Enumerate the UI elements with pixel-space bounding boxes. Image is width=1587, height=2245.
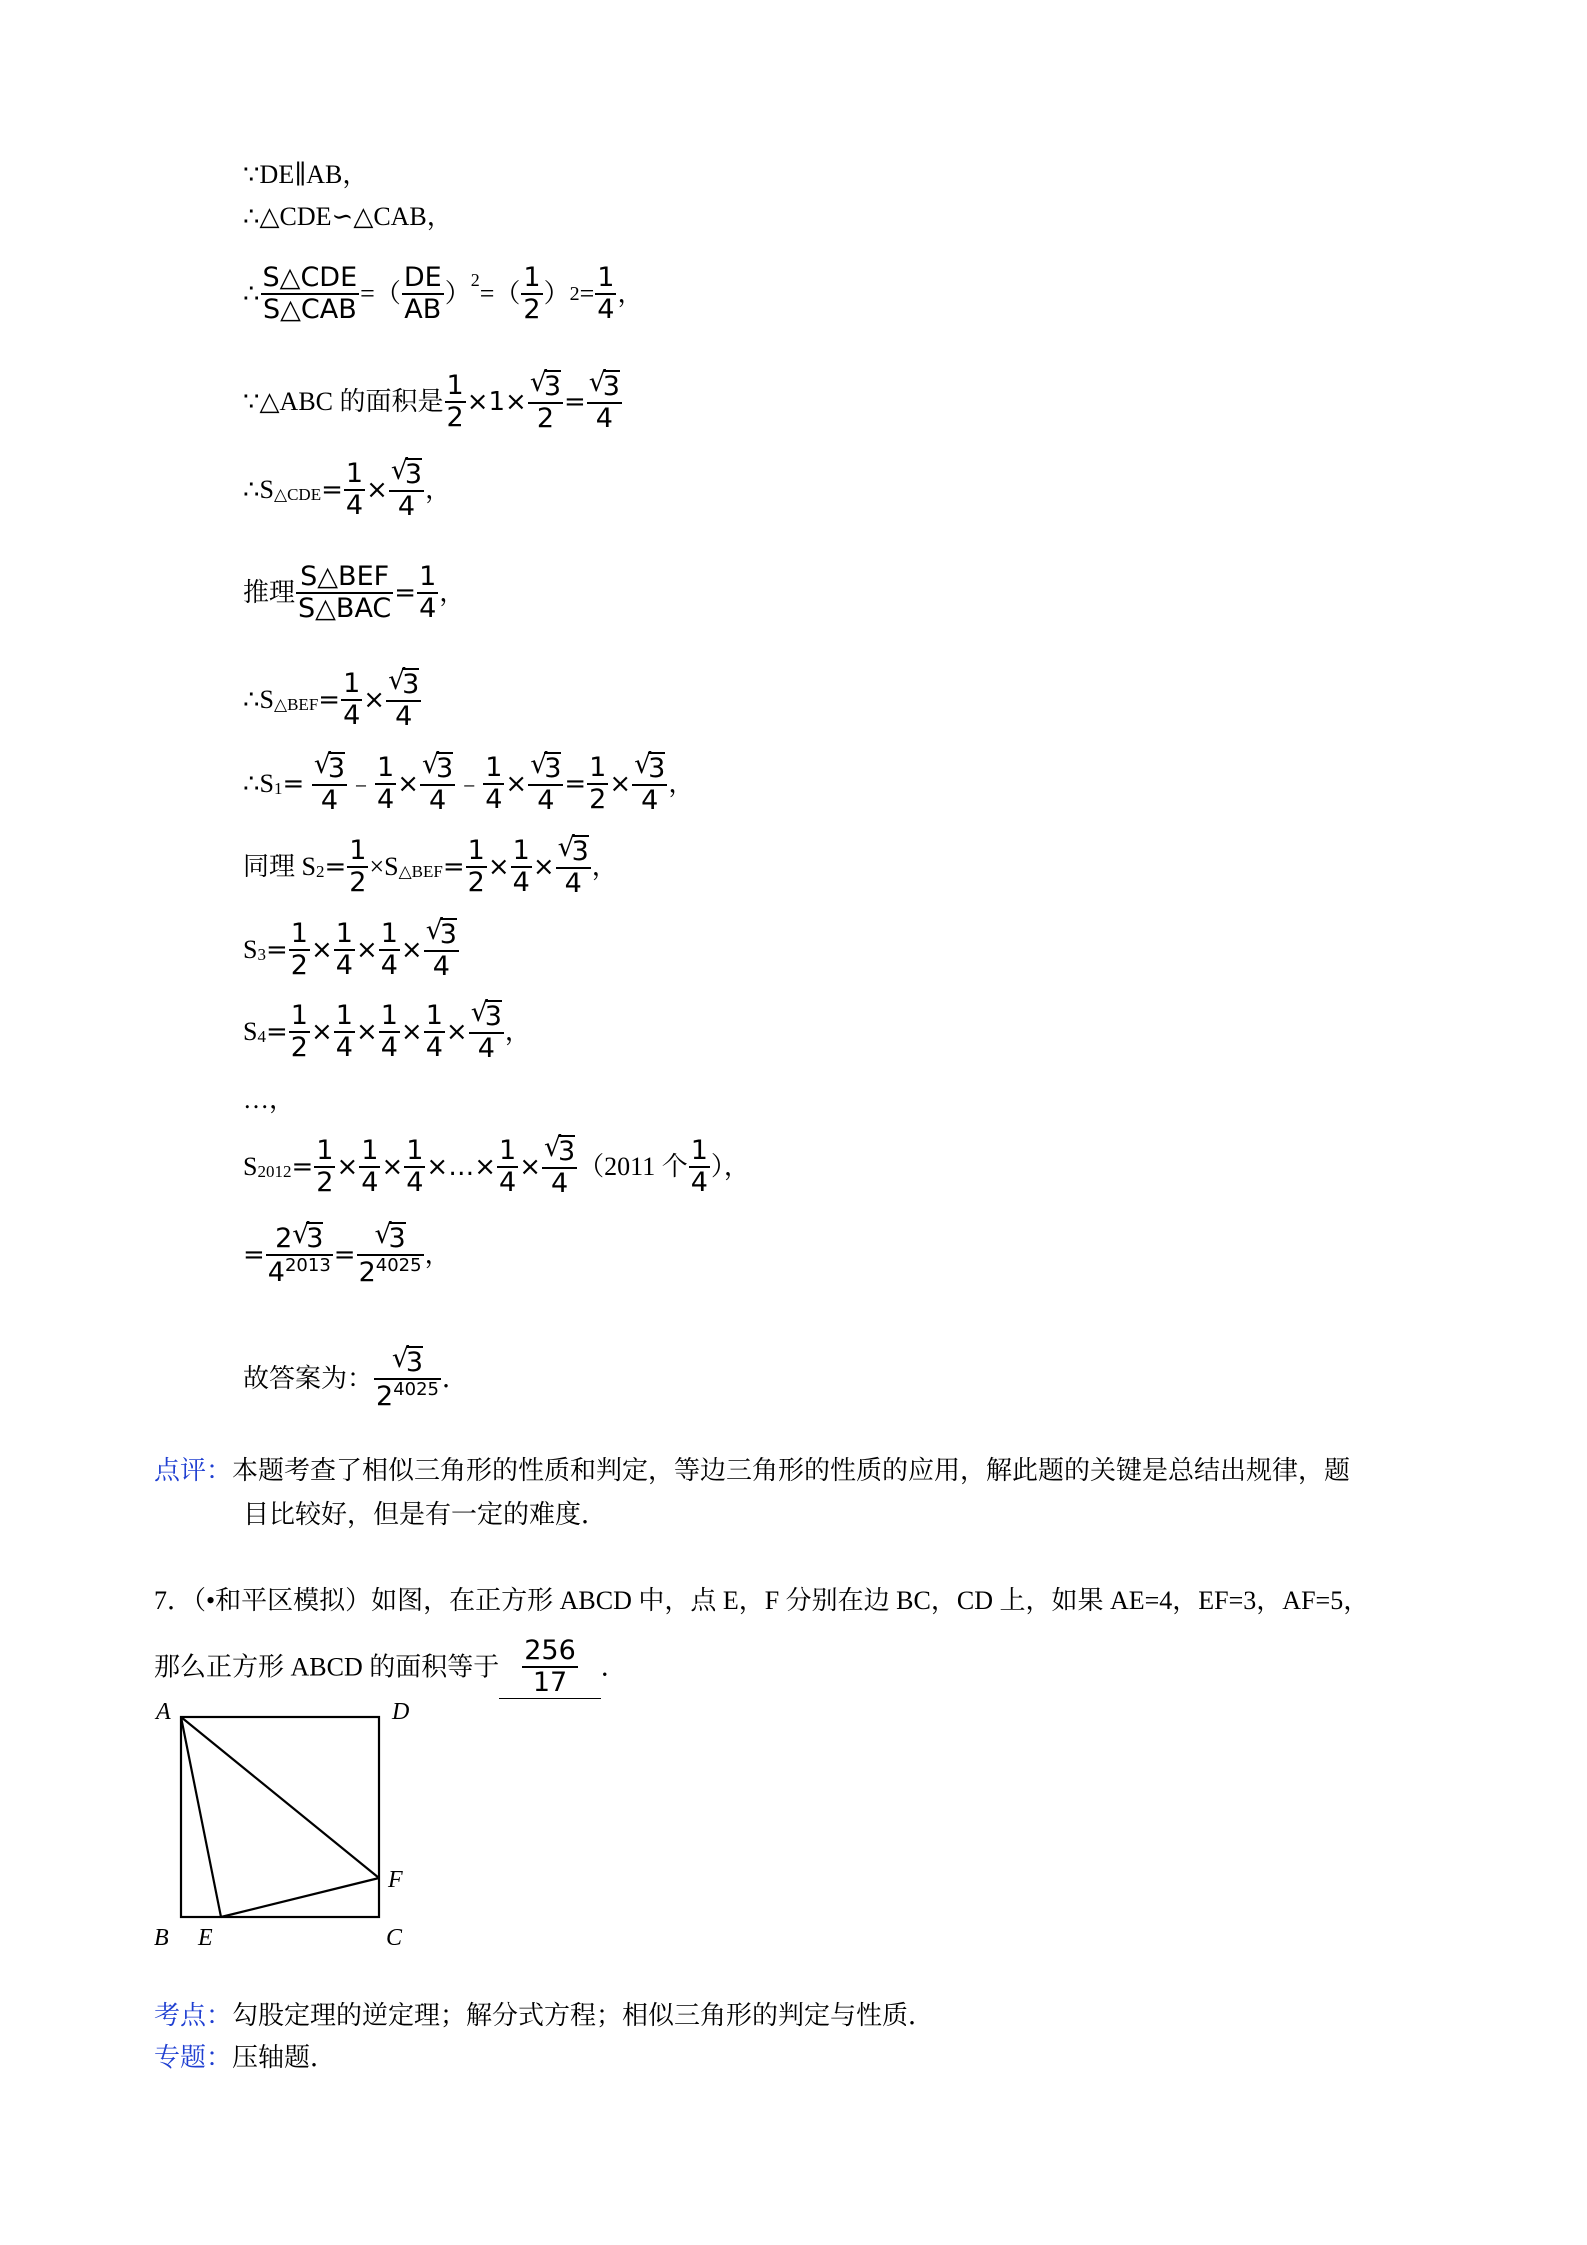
fraction: $\frac{1}{4}$ xyxy=(343,668,361,732)
fraction: √ $\frac{3}{4}$ xyxy=(528,752,563,816)
line-s-cde: $\therefore S_{\triangle CDE}=$ $\frac{1}{4}$ × √ $\frac{3}{4}$ ， xyxy=(243,458,451,522)
fraction: $\frac{1}{4}$ xyxy=(380,1000,398,1064)
answer-fraction: $\frac{256}{17}$ xyxy=(524,1635,576,1699)
line-final-answer: 故答案为： √ $\frac{3}{2^{4025}}$ ． xyxy=(243,1346,468,1412)
fraction-s-cde-over-s-cab: $\frac{\text{S△CDE}}{\text{S△CAB}}$ xyxy=(262,262,358,326)
label-a: A xyxy=(156,1699,171,1725)
fraction: $\frac{1}{2}$ xyxy=(290,1000,308,1064)
fraction: √ $\frac{3}{4}$ xyxy=(389,458,424,522)
segment-af xyxy=(181,1717,379,1878)
fraction: √ $\frac{3}{4}$ xyxy=(386,668,421,732)
line-de-parallel-ab: ∵DE∥AB， xyxy=(243,160,369,190)
fraction-one-half: $\frac{1}{2}$ xyxy=(523,262,541,326)
fraction: √ $\frac{3}{2^{4025}}$ xyxy=(357,1222,424,1288)
fraction: $\frac{1}{2}$ xyxy=(316,1135,334,1199)
line-s1: $\therefore S_1=$ √ $\frac{3}{4}$ ﹣ $\frac{1}{4}$ × √ $\frac{3}{4}$ ﹣ $\frac{1}{4}$ × √ $\frac{3}{4}$ = $\frac{1}{2}$ × √ $\frac{3}{4}$ ， xyxy=(243,752,694,816)
key-point-line: 考点：勾股定理的逆定理；解分式方程；相似三角形的判定与性质． xyxy=(154,2001,935,2030)
fraction: √ $\frac{3}{4}$ xyxy=(587,370,622,434)
fraction: $\frac{1}{4}$ xyxy=(512,835,530,899)
fraction: √ $\frac{3}{2}$ xyxy=(528,370,563,434)
fraction: $\frac{1}{4}$ xyxy=(485,752,503,816)
line-s4: $S_4=$ $\frac{1}{2}$ × $\frac{1}{4}$ × $\frac{1}{4}$ × $\frac{1}{4}$ × √ $\frac{3}{4}$ ， xyxy=(243,1000,531,1064)
fraction: $\frac{1}{2}$ xyxy=(467,835,485,899)
fraction: $\frac{1}{2}$ xyxy=(446,370,464,434)
fraction: √ $\frac{3}{4}$ xyxy=(424,918,459,982)
label-b: B xyxy=(154,1925,169,1951)
fraction: $\frac{1}{4}$ xyxy=(380,918,398,982)
fraction: √ $\frac{3}{4}$ xyxy=(469,1000,504,1064)
fraction: $\frac{1}{4}$ xyxy=(345,458,364,522)
fraction: $\frac{1}{4}$ xyxy=(361,1135,379,1199)
fraction: $\frac{1}{4}$ xyxy=(690,1135,708,1199)
topic-line: 专题：压轴题． xyxy=(154,2043,337,2072)
fraction: √ $\frac{3}{4}$ xyxy=(420,752,455,816)
line-area-abc: ∵△ABC 的面积是 $\frac{1}{2}$ ×1× √ $\frac{3}{2}$ = √ $\frac{3}{4}$ xyxy=(243,370,623,434)
segment-ef xyxy=(221,1878,379,1917)
line-s-bef: $\therefore S_{\triangle BEF}=$ $\frac{1}{4}$ × √ $\frac{3}{4}$ xyxy=(243,668,422,732)
fraction: $\frac{\text{S△BEF}}{\text{S△BAC}}$ xyxy=(298,561,392,625)
fraction: $\frac{1}{2}$ xyxy=(589,752,607,816)
line-s2012: $S_{2012}=$ $\frac{1}{2}$ × $\frac{1}{4}$ × $\frac{1}{4}$ ×…× $\frac{1}{4}$ × √ $\frac{3}{4}$ （2011 个 $\frac{1}{4}$ ）， xyxy=(243,1135,750,1199)
fraction: $\frac{1}{4}$ xyxy=(335,918,353,982)
line-s2: 同理 $S_2=$ $\frac{1}{2}$ $\times S_{\triangle BEF}=$ $\frac{1}{2}$ × $\frac{1}{4}$ × √ $\frac{3}{4}$ ， xyxy=(243,835,618,899)
label-f: F xyxy=(388,1867,403,1893)
key-point-label: 考点： xyxy=(154,2001,233,2030)
fraction: $\frac{1}{4}$ xyxy=(499,1135,517,1199)
line-simplify: = $\frac{2√ 3}{4^{2013}}$ = √ $\frac{3}{2^{4025}}$ ， xyxy=(243,1222,451,1288)
fraction: √ $\frac{3}{4}$ xyxy=(542,1135,577,1199)
line-reasoning-bef: 推理 $\frac{\text{S△BEF}}{\text{S△BAC}}$ = $\frac{1}{4}$ ， xyxy=(243,561,466,625)
fraction: $\frac{1}{4}$ xyxy=(406,1135,424,1199)
label-e: E xyxy=(198,1925,213,1951)
fraction-de-over-ab: $\frac{DE}{AB}$ xyxy=(403,262,442,326)
segment-ae xyxy=(181,1717,221,1917)
line-similar-triangles: ∴△CDE∽△CAB， xyxy=(243,202,453,232)
answer-blank xyxy=(499,1636,601,1699)
square-abcd-figure xyxy=(140,1695,440,1965)
fraction: $\frac{1}{4}$ xyxy=(377,752,395,816)
fraction: √ $\frac{3}{4}$ xyxy=(556,835,591,899)
square-abcd xyxy=(181,1717,379,1917)
fraction: √ $\frac{3}{4}$ xyxy=(632,752,667,816)
fraction: √ $\frac{3}{2^{4025}}$ xyxy=(374,1346,441,1412)
fraction: $\frac{1}{4}$ xyxy=(335,1000,353,1064)
fraction: $\frac{1}{4}$ xyxy=(425,1000,443,1064)
line-area-ratio: ∴ $\frac{\text{S△CDE}}{\text{S△CAB}}$ =（ $\frac{DE}{AB}$ ）$^2$=（ $\frac{1}{2}$ ）2= $\frac{1}{4}$ ， xyxy=(243,262,644,326)
fraction: √ $\frac{3}{4}$ xyxy=(312,752,347,816)
question-7-line-1: 7．（•和平区模拟）如图，在正方形 ABCD 中，点 E，F 分别在边 BC，CD 上，如果 AE=4，EF=3，AF=5， xyxy=(154,1586,1370,1615)
topic-label: 专题： xyxy=(154,2043,233,2072)
comment-line-1: 点评：本题考查了相似三角形的性质和判定，等边三角形的性质的应用，解此题的关键是总结出规律，题 xyxy=(154,1456,1351,1485)
fraction: $\frac{1}{4}$ xyxy=(419,561,437,625)
fraction: $\frac{2√ 3}{4^{2013}}$ xyxy=(266,1222,333,1288)
fraction-one-quarter: $\frac{1}{4}$ xyxy=(597,262,615,326)
line-s3: $S_3=$ $\frac{1}{2}$ × $\frac{1}{4}$ × $\frac{1}{4}$ × √ $\frac{3}{4}$ xyxy=(243,918,460,982)
fraction: $\frac{1}{2}$ xyxy=(290,918,308,982)
line-ellipsis: …， xyxy=(243,1085,296,1115)
label-d: D xyxy=(392,1699,410,1725)
comment-line-2: 目比较好，但是有一定的难度． xyxy=(243,1500,608,1529)
question-7-line-2: 那么正方形 ABCD 的面积等于 $\frac{256}{17}$ ． xyxy=(154,1635,627,1699)
label-c: C xyxy=(386,1925,403,1951)
comment-label: 点评： xyxy=(154,1456,233,1485)
fraction: $\frac{1}{2}$ xyxy=(349,835,367,899)
